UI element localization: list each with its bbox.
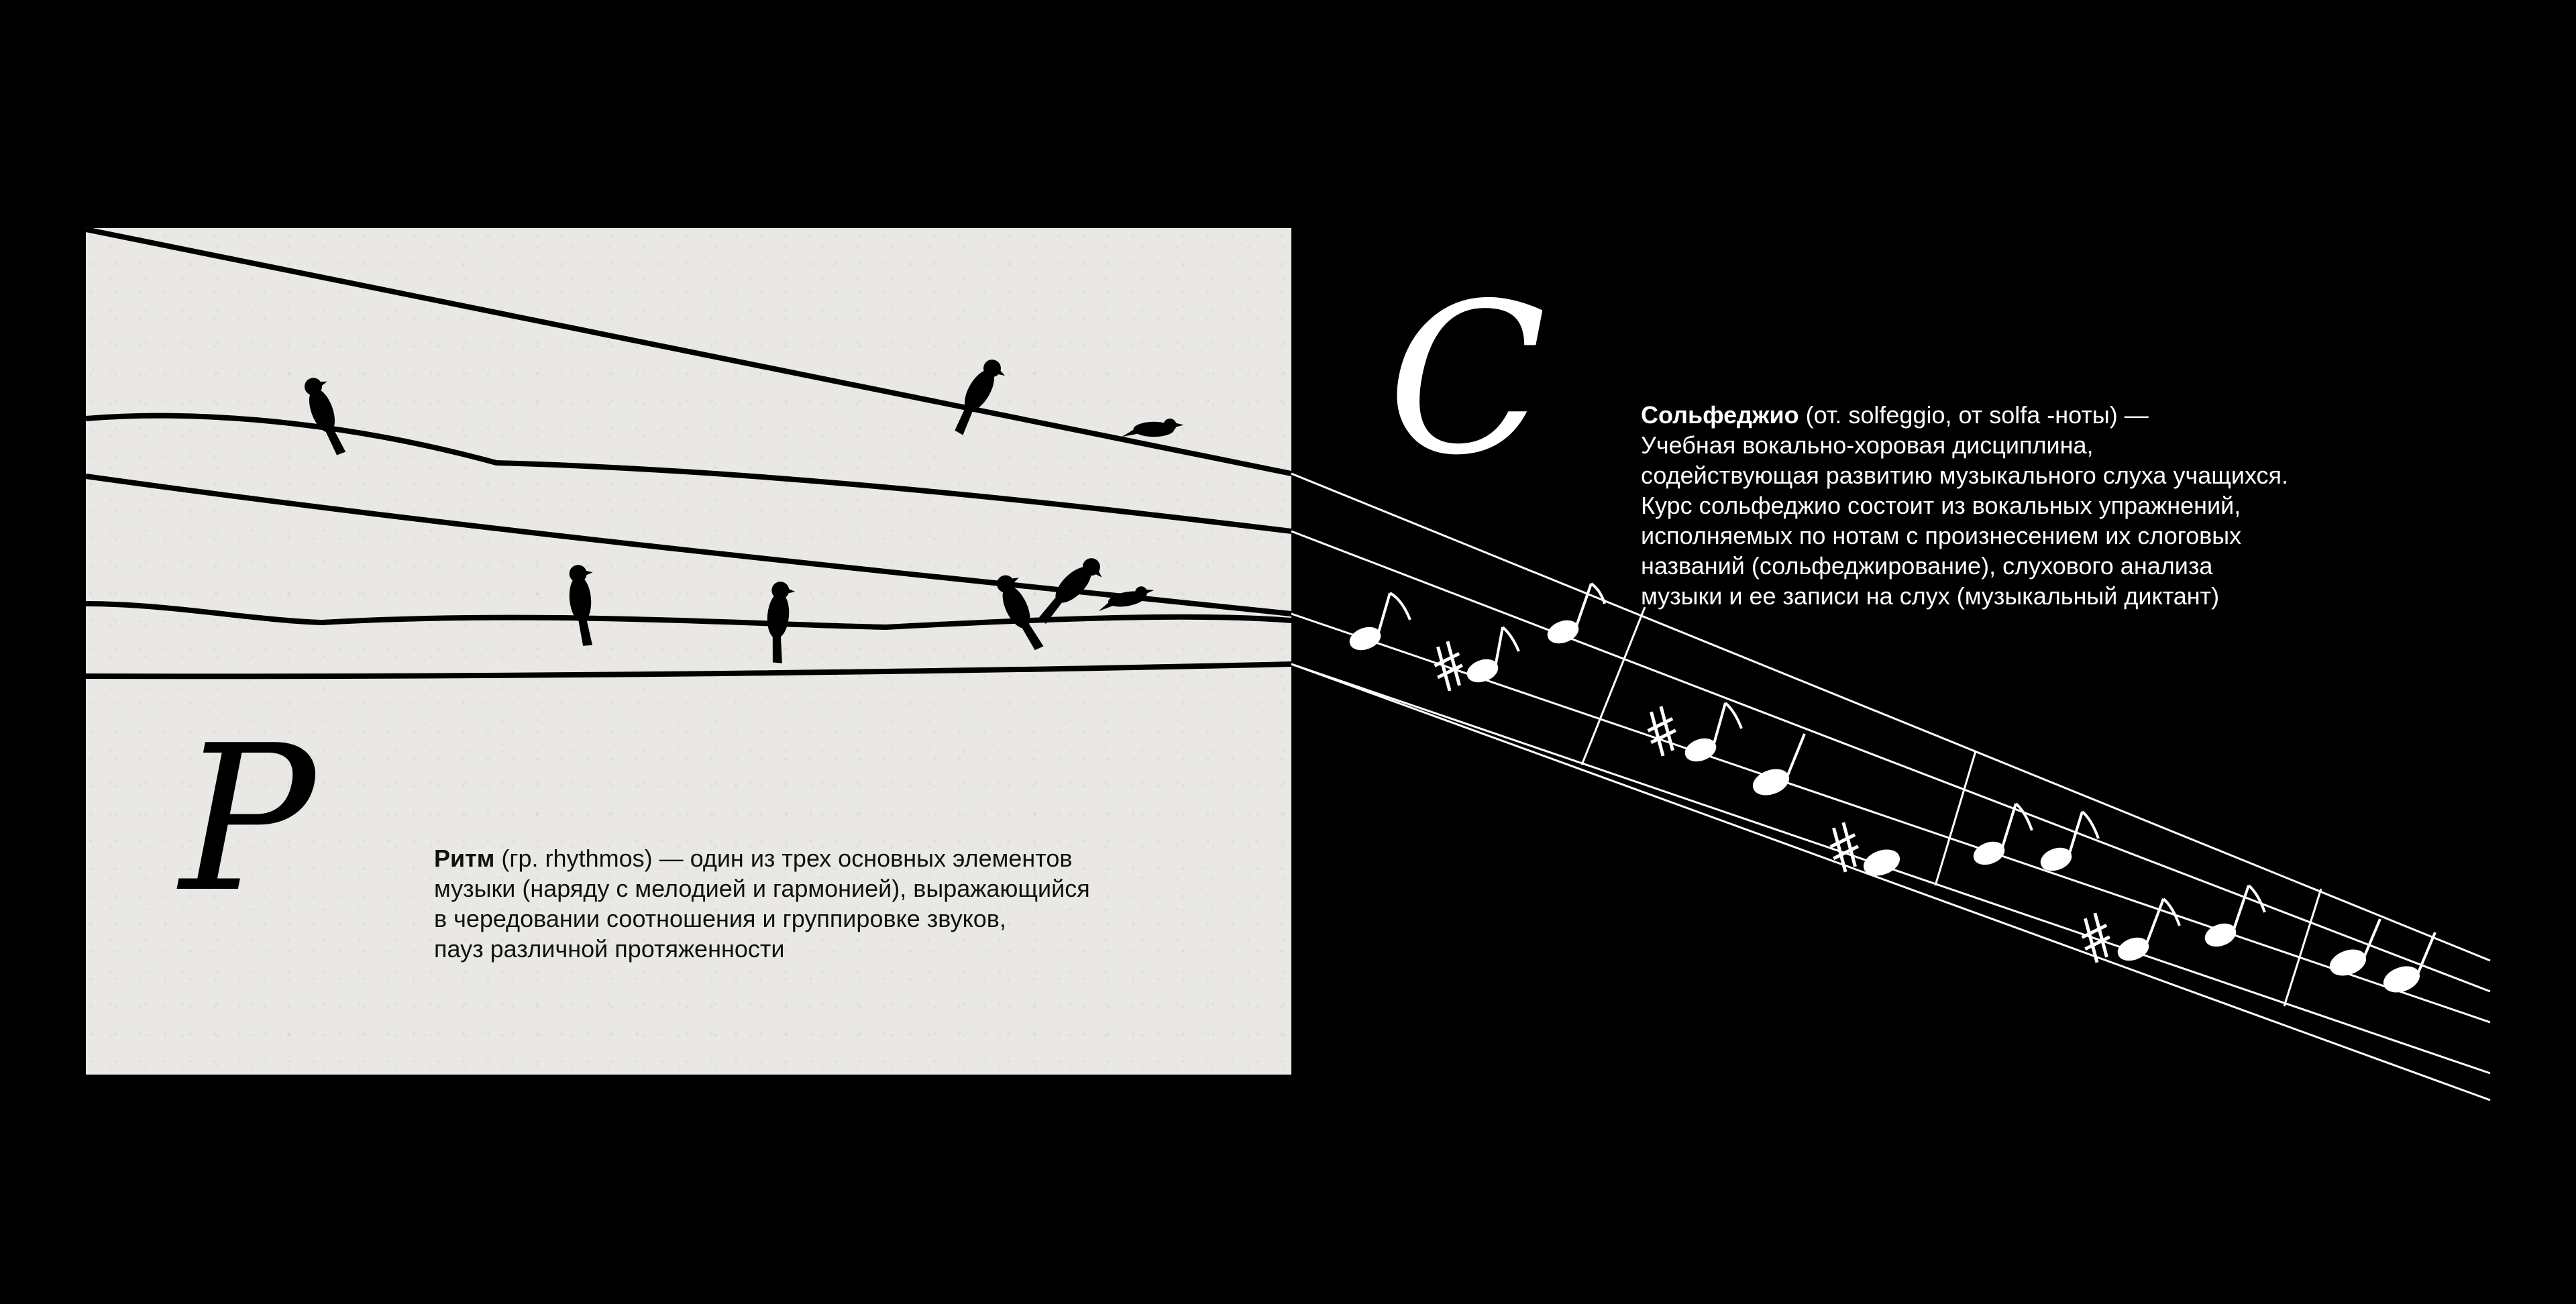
bird-flat-icon <box>1122 419 1184 437</box>
wire-2 <box>86 416 1291 531</box>
rhythm-line: пауз различной протяженности <box>434 935 785 963</box>
solfeggio-line: содействующая развитию музыкального слуха учащихся. <box>1641 461 2289 489</box>
solfeggio-line: (от. solfeggio, от solfa -ноты) — <box>1799 401 2149 429</box>
bird-icon <box>567 563 599 647</box>
sharp-icons <box>1430 639 2115 965</box>
solfeggio-definition <box>1641 400 2288 611</box>
bird-icon <box>301 374 352 459</box>
rhythm-term: Ритм <box>434 845 495 872</box>
solfeggio-initial: C <box>1387 259 1547 501</box>
sharp-icon <box>1643 704 1681 758</box>
rhythm-definition <box>434 843 1090 964</box>
wire-3 <box>86 476 1291 614</box>
solfeggio-line: музыки и ее записи на слух (музыкальный диктант) <box>1641 582 2220 610</box>
rhythm-line: музыки (наряду с мелодией и гармонией), выражающийся <box>434 875 1090 902</box>
sharp-icon <box>1825 820 1864 874</box>
sharp-icon <box>1430 639 1468 693</box>
wire-1 <box>86 229 1291 474</box>
solfeggio-line: исполняемых по нотам с произнесением их слоговых <box>1641 522 2242 549</box>
bird-icon <box>947 356 1009 439</box>
solfeggio-line: Курс сольфеджио состоит из вокальных упражнений, <box>1641 492 2241 519</box>
rhythm-line: (гр. rhythmos) — один из трех основных элементов <box>494 845 1073 872</box>
bird-icon <box>992 569 1050 654</box>
solfeggio-line: названий (сольфеджирование), слухового анализа <box>1641 552 2213 580</box>
rhythm-initial: P <box>180 702 315 936</box>
wire-5 <box>86 664 1291 676</box>
wires <box>86 229 1291 676</box>
rhythm-line: в чередовании соотношения и группировке звуков, <box>434 905 1006 932</box>
solfeggio-term: Сольфеджио <box>1641 401 1799 429</box>
wire-4 <box>86 604 1291 627</box>
music-notes <box>1348 584 2435 995</box>
solfeggio-line: Учебная вокально-хоровая дисциплина, <box>1641 431 2094 459</box>
